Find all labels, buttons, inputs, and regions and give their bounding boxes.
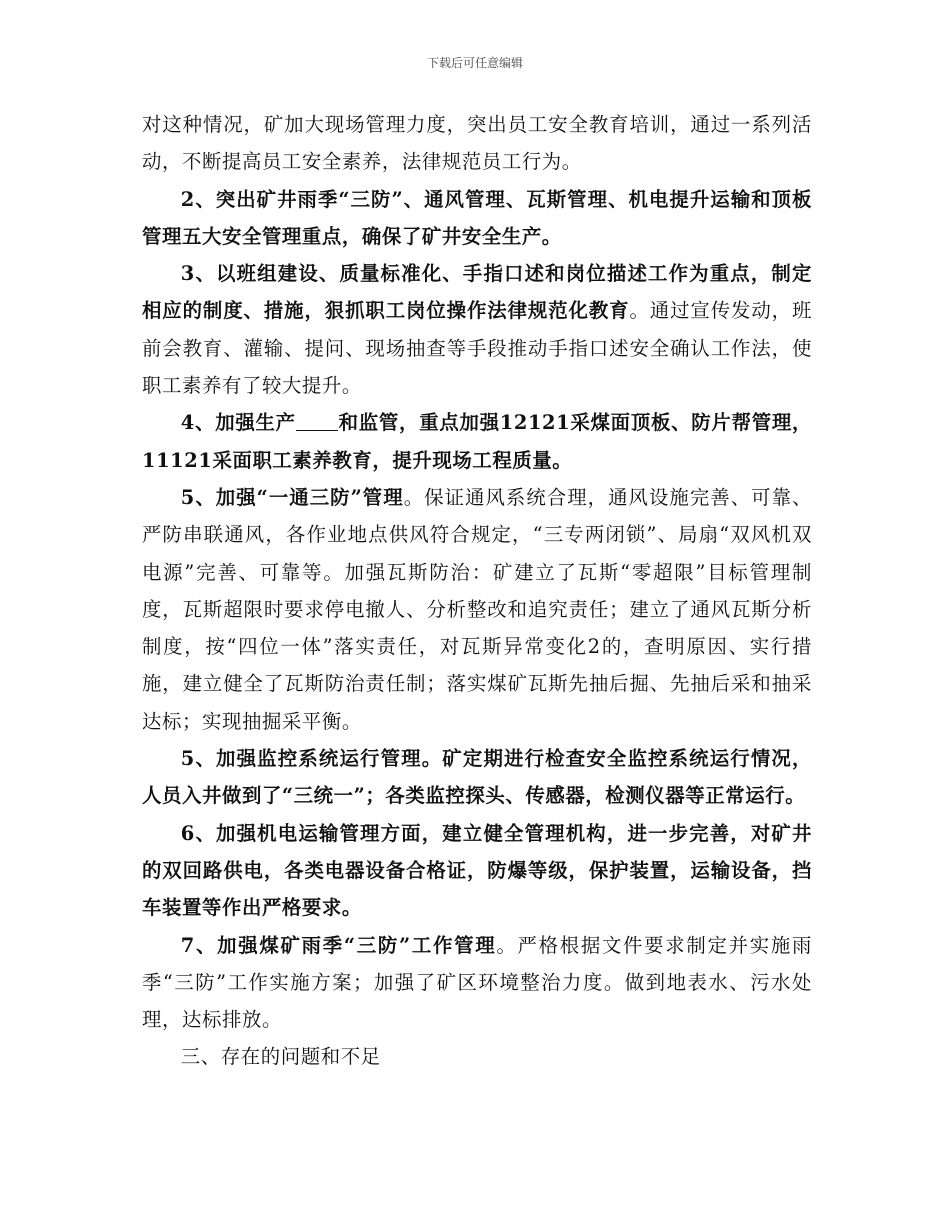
paragraph-6: [142, 740, 812, 815]
page-header-note: 下载后可任意编辑: [426, 56, 523, 70]
paragraph-7-bold: 6、加强机电运输管理方面，建立健全管理机构，进一步完善，对矿井的双回路供电，各类电器设备合格证，防爆等级，保护装置，运输设备，挡车装置等作出严格要求。: [142, 821, 812, 920]
paragraph-1: [142, 106, 812, 181]
paragraph-2-bold: 2、突出矿井雨季“三防”、通风管理、瓦斯管理、机电提升运输和顶板管理五大安全管理重点，确保了矿井安全生产。: [142, 187, 812, 248]
paragraph-8-text: 。严格根据文件要求制定并实施雨季“三防”工作实施方案；加强了矿区环境整治力度。做到地表水、污水处理，达标排放。: [142, 933, 813, 1032]
paragraph-3-bold: 3、以班组建设、质量标准化、手指口述和岗位描述工作为重点，制定相应的制度、措施，狠抓职工岗位操作法律规范化教育: [142, 262, 812, 323]
paragraph-6-bold: 5、加强监控系统运行管理。矿定期进行检查安全监控系统运行情况，人员入井做到了“三统一”；各类监控探头、传感器，检测仪器等正常运行。: [142, 747, 812, 808]
paragraph-8: [142, 927, 812, 1039]
paragraph-7: [142, 815, 812, 927]
paragraph-3-text: 。通过宣传发动，班前会教育、灌输、提问、现场抽查等手段推动手指口述安全确认工作法，使职工素养有了较大提升。: [142, 299, 812, 398]
paragraph-4-bold-a: 4、加强生产: [180, 411, 296, 435]
blank-underline: [296, 411, 339, 431]
paragraph-5: [142, 479, 812, 740]
section-heading: 三、存在的问题和不足: [180, 1045, 381, 1069]
paragraph-5-text: 。保证通风系统合理，通风设施完善、可靠、严防串联通风，各作业地点供风符合规定，“三专两闭锁”、局扇“双风机双电源”完善、可靠等。加强瓦斯防治：矿建立了瓦斯“零超限”目标管理制度，瓦斯超限时要求停电撤人、分析整改和追究责任；建立了通风瓦斯分析制度，按“四位一体”落实责任，对瓦斯异常变化2的，查明原因、实行措施，建立健全了瓦斯防治责任制；落实煤矿瓦斯先抽后掘、先抽后采和抽采达标；实现抽掘采平衡。: [142, 485, 813, 733]
paragraph-4-bold-b: 和监管，重点加强12121采煤面顶板、防片帮管理，11121采面职工素养教育，提升现场工程质量。: [142, 411, 812, 472]
paragraph-2: [142, 181, 812, 256]
paragraph-1-text: 对这种情况，矿加大现场管理力度，突出员工安全教育培训，通过一系列活动，不断提高员工安全素养，法律规范员工行为。: [142, 113, 812, 174]
paragraph-4: [142, 404, 812, 479]
paragraph-3: [142, 255, 812, 404]
document-body: [142, 106, 812, 1076]
paragraph-5-bold: 5、加强“一通三防”管理: [180, 485, 404, 509]
paragraph-8-bold: 7、加强煤矿雨季“三防”工作管理: [180, 933, 497, 957]
